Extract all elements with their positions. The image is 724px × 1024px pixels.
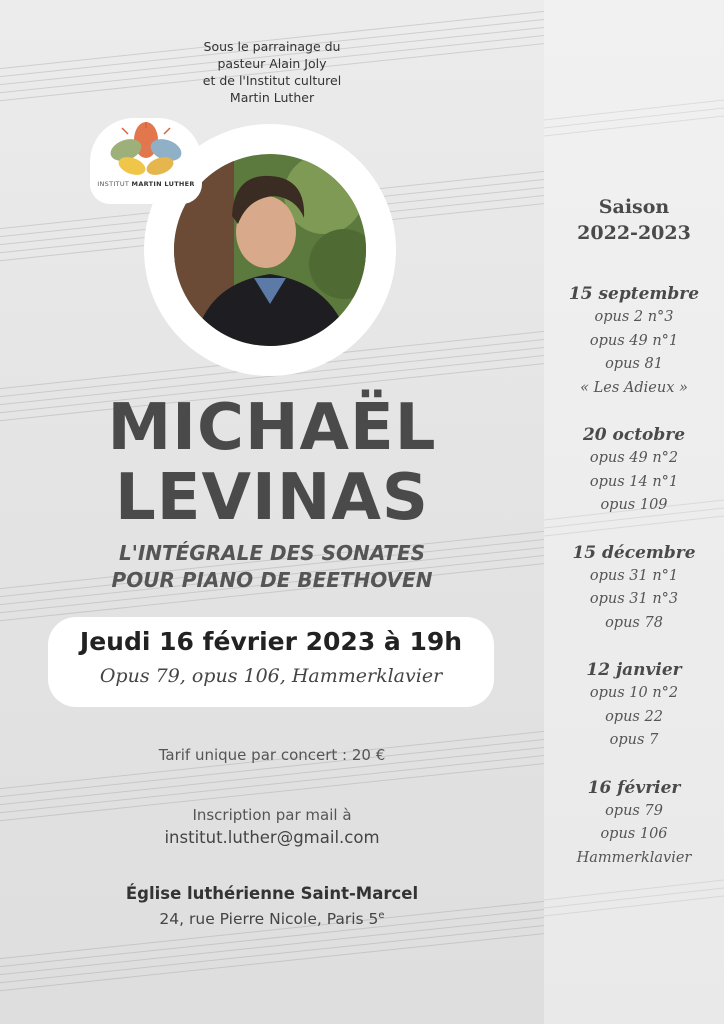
season-years: 2022-2023 xyxy=(577,222,691,244)
season-sidebar xyxy=(544,0,724,1024)
season-label: Saison xyxy=(598,196,670,218)
concert-work: opus 106 xyxy=(600,826,668,842)
logo-caption xyxy=(90,180,202,188)
concert-work: opus 7 xyxy=(609,732,659,748)
venue-name: Église luthérienne Saint-Marcel xyxy=(125,884,419,903)
artist-portrait xyxy=(174,154,366,346)
concert-work: opus 14 n°1 xyxy=(589,473,679,490)
patronage-line: et de l'Institut culturel xyxy=(202,73,342,88)
concert-work: opus 49 n°2 xyxy=(589,450,679,466)
season-title xyxy=(544,194,724,246)
concert-date: 15 septembre xyxy=(568,284,700,304)
subtitle-line: L'INTÉGRALE DES SONATES xyxy=(118,541,426,565)
event-date-panel xyxy=(48,617,494,707)
concert-item xyxy=(544,776,724,871)
concert-date: 20 octobre xyxy=(582,425,686,445)
artist-first-name: MICHAËL xyxy=(107,391,437,465)
address-text: 24, rue Pierre Nicole, Paris 5 xyxy=(159,910,379,929)
concert-work: opus 31 n°1 xyxy=(589,567,679,584)
address-superscript: e xyxy=(378,910,385,921)
patronage-text xyxy=(150,38,394,106)
concert-item xyxy=(544,423,724,518)
concert-work: opus 78 xyxy=(605,614,663,631)
institut-logo xyxy=(90,118,202,204)
concert-work: opus 10 n°2 xyxy=(589,685,679,701)
venue-address xyxy=(0,910,544,928)
concert-date: 12 janvier xyxy=(586,660,682,680)
concert-work: opus 49 n°1 xyxy=(589,332,679,349)
price-text: Tarif unique par concert : 20 € xyxy=(158,746,386,764)
registration-text: Inscription par mail à xyxy=(192,806,352,824)
subtitle-line: POUR PIANO DE BEETHOVEN xyxy=(111,568,433,592)
concert-work: opus 109 xyxy=(600,497,668,513)
logo-name: MARTIN LUTHER xyxy=(131,180,195,188)
subtitle xyxy=(0,540,544,594)
concert-work: « Les Adieux » xyxy=(580,379,688,396)
event-date: Jeudi 16 février 2023 à 19h xyxy=(79,627,463,656)
concert-work: opus 31 n°3 xyxy=(589,591,679,607)
concert-date: 15 décembre xyxy=(572,542,696,563)
patronage-line: pasteur Alain Joly xyxy=(217,56,327,71)
concert-work: opus 22 xyxy=(605,708,663,725)
concert-date: 16 février xyxy=(587,777,681,798)
concert-list xyxy=(544,282,724,893)
concert-work: opus 2 n°3 xyxy=(594,309,674,325)
concert-item xyxy=(544,282,724,400)
logo-prefix: INSTITUT xyxy=(97,180,130,188)
concert-item xyxy=(544,541,724,636)
concert-work: opus 79 xyxy=(605,802,663,819)
concert-work: Hammerklavier xyxy=(576,849,692,866)
registration-email[interactable]: institut.luther@gmail.com xyxy=(164,828,380,847)
concert-item xyxy=(544,658,724,753)
event-program: Opus 79, opus 106, Hammerklavier xyxy=(99,665,443,687)
concert-work: opus 81 xyxy=(605,356,663,372)
artist-last-name: LEVINAS xyxy=(114,461,430,535)
patronage-line: Martin Luther xyxy=(229,90,315,105)
flower-logo-icon xyxy=(100,120,192,182)
patronage-line: Sous le parrainage du xyxy=(203,39,341,54)
